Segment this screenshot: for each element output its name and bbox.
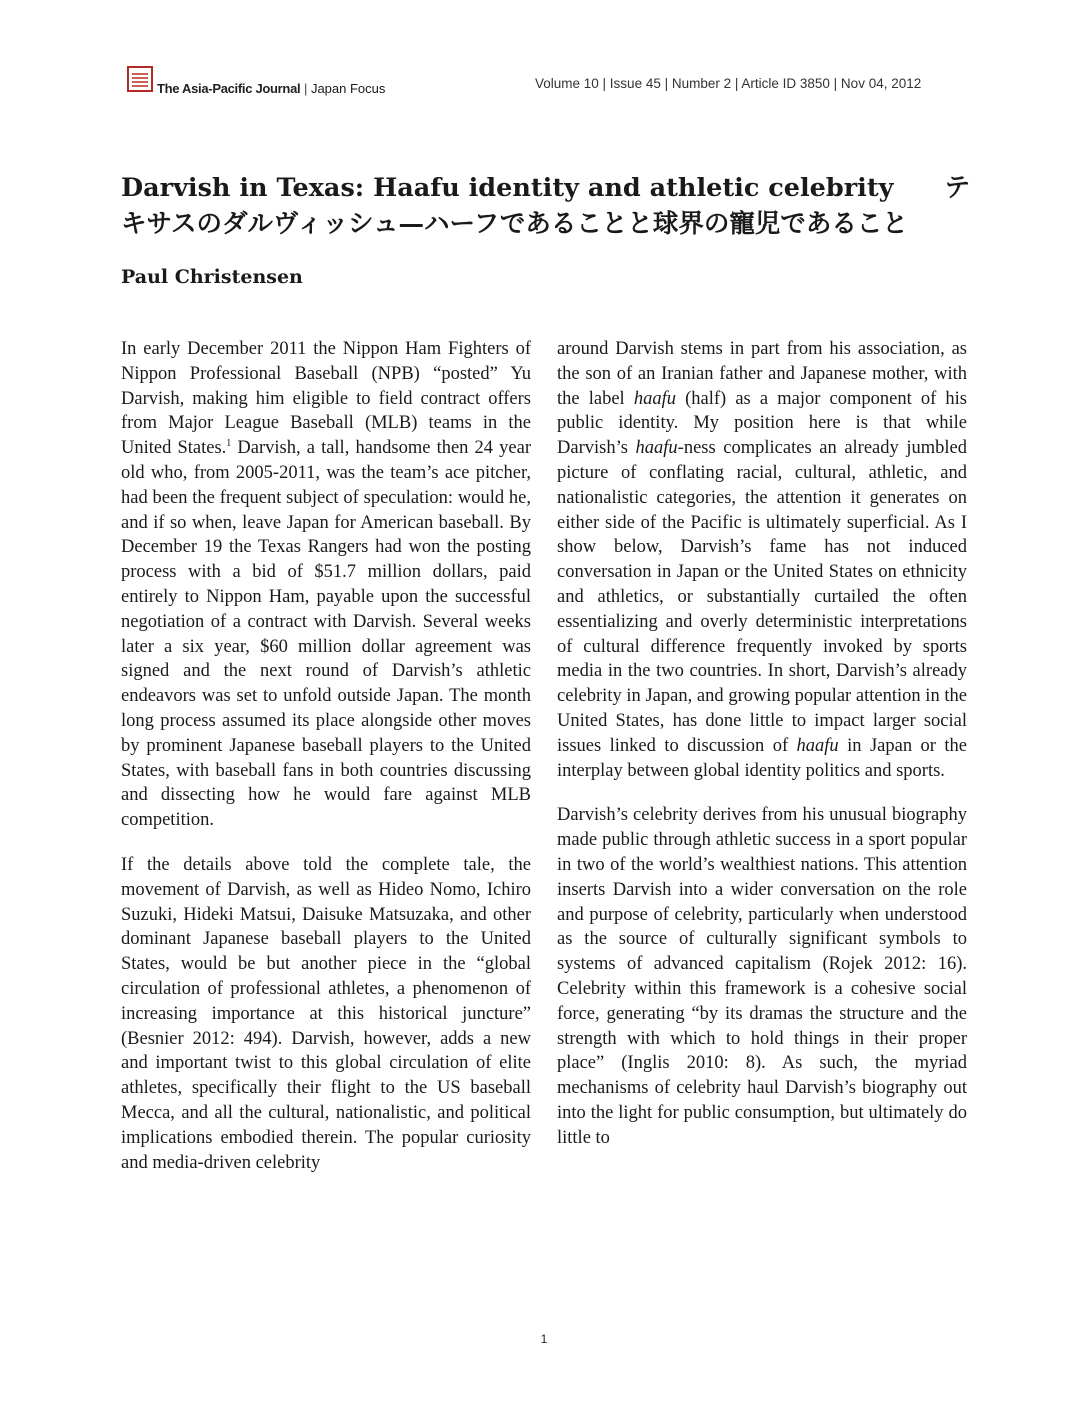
paragraph bbox=[557, 337, 967, 783]
paragraph-text: around Darvish stems in part from his association, as the son of an Iranian father and Japanese mother, with the label bbox=[557, 339, 967, 409]
paragraph bbox=[121, 337, 531, 833]
journal-logo-text bbox=[157, 82, 385, 96]
paragraph: Darvish’s celebrity derives from his unusual biography made public through athletic success in a sport popular in two of the world’s wealthiest nations. This attention inserts Darvish into a wider conversation on the role and purpose of celebrity, particularly when understood as the source of culturally significant symbols to systems of advanced capitalism (Rojek 2012: 16). Celebrity within this framework is a cohesive social force, generating “by its dramas the structure and the strength with which to hold things in their proper place” (Inglis 2010: 8). As such, the myriad mechanisms of celebrity haul Darvish’s biography out into the light for public consumption, but ultimately do little to bbox=[557, 805, 967, 1148]
paragraph-text: In early December 2011 the Nippon Ham Fighters of Nippon Professional Baseball (NPB) “posted” Yu Darvish, making him eligible to field contract offers from Major League Baseball (MLB) teams in the United States. bbox=[121, 339, 531, 459]
italic-term: haafu bbox=[635, 438, 678, 459]
article-title: Darvish in Texas: Haafu identity and athletic celebrity テキサスのダルヴィッシュ—ハーフであることと球界の寵児であること bbox=[121, 173, 970, 239]
paragraph-text: in Japan or the interplay between global identity politics and sports. bbox=[557, 735, 967, 781]
article-author: Paul Christensen bbox=[121, 266, 303, 288]
italic-term: haafu bbox=[796, 735, 839, 756]
paragraph-text: -ness complicates an already jumbled picture of conflating racial, cultural, athletic, and nationalistic categories, the attention it generates on either side of the Pacific is ultimately superficial. As I show below, Darvish’s fame has not induced conversation in Japan or the United States on ethnicity and athletics, or substantially curtailed the often essentializing and overly deterministic interpretations of cultural difference frequently invoked by sports media in the two countries. In short, Darvish’s already celebrity in Japan, and growing popular attention in the United States, has done little to impact larger social issues linked to discussion of bbox=[557, 438, 967, 756]
journal-subtitle: Japan Focus bbox=[310, 81, 386, 96]
left-column bbox=[121, 337, 531, 1195]
paragraph: If the details above told the complete tale, the movement of Darvish, as well as Hideo Nomo, Ichiro Suzuki, Hideki Matsui, Daisuke Matsuzaka, and other dominant Japanese baseball players to the United States, would be but another piece in the “global circulation of professional athletes, a phenomenon of increasing importance at this historical juncture” (Besnier 2012: 494). Darvish, however, adds a new and important twist to this global circulation of elite athletes, specifically their flight to the US baseball Mecca, and all the cultural, nationalistic, and political implications embodied therein. The popular curiosity and media-driven celebrity bbox=[121, 854, 531, 1173]
paragraph-text: Darvish, a tall, handsome then 24 year old who, from 2005-2011, was the team’s ace pitcher, had been the frequent subject of speculation: would he, and if so when, leave Japan for American baseball. By December 19 the Texas Rangers had won the posting process with a bid of $51.7 million dollars, paid entirely to Nippon Ham, payable upon the successful negotiation of a contract with Darvish. Several weeks later a six year, $60 million dollar agreement was signed and the next round of Darvish’s athletic endeavors was set to unfold outside Japan. The month long process assumed its place alongside other moves by prominent Japanese baseball players to the United States, with baseball fans in both countries discussing and dissecting how he would fare against MLB competition. bbox=[121, 438, 532, 831]
paragraph-text: (half) as a major component of his public identity. My position here is that while Darvish’s bbox=[557, 388, 967, 459]
page-number: 1 bbox=[540, 1332, 548, 1346]
journal-logo-icon bbox=[127, 66, 153, 92]
right-column bbox=[557, 337, 967, 1171]
italic-term: haafu bbox=[633, 388, 676, 409]
journal-separator: | bbox=[303, 81, 308, 96]
journal-name: The Asia-Pacific Journal bbox=[157, 81, 301, 96]
footnote-marker[interactable]: 1 bbox=[226, 438, 232, 450]
journal-logo bbox=[127, 66, 386, 96]
article-meta: Volume 10 | Issue 45 | Number 2 | Article ID 3850 | Nov 04, 2012 bbox=[535, 76, 922, 91]
